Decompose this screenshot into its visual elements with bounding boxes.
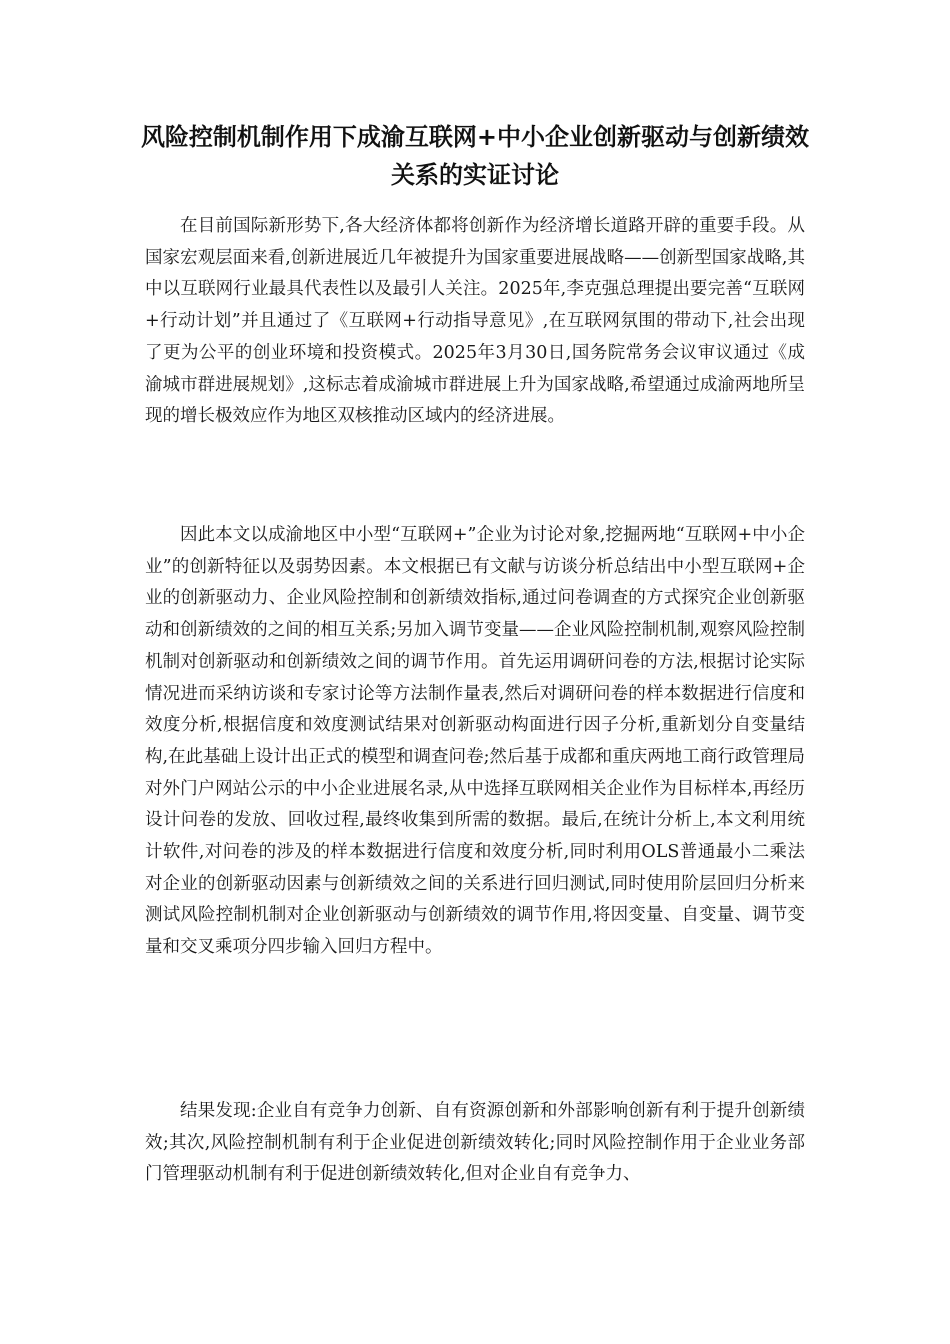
- document-title: 风险控制机制作用下成渝互联网+中小企业创新驱动与创新绩效关系的实证讨论: [140, 123, 810, 189]
- body-paragraph-2: 因此本文以成渝地区中小型“互联网+”企业为讨论对象,挖掘两地“互联网+中小企业”的创新特征以及弱势因素。本文根据已有文献与访谈分析总结出中小型互联网+企业的创新驱动力、企业风险控制和创新绩效指标,通过问卷调查的方式探究企业创新驱动和创新绩效的之间的相互关系;另加入调节变量——企业风险控制机制,观察风险控制机制对创新驱动和创新绩效之间的调节作用。首先运用调研问卷的方法,根据讨论实际情况进而采纳访谈和专家讨论等方法制作量表,然后对调研问卷的样本数据进行信度和效度分析,根据信度和效度测试结果对创新驱动构面进行因子分析,重新划分自变量结构,在此基础上设计出正式的模型和调查问卷;然后基于成都和重庆两地工商行政管理局对外门户网站公示的中小企业进展名录,从中选择互联网相关企业作为目标样本,再经历设计问卷的发放、回收过程,最终收集到所需的数据。最后,在统计分析上,本文利用统计软件,对问卷的涉及的样本数据进行信度和效度分析,同时利用OLS普通最小二乘法对企业的创新驱动因素与创新绩效之间的关系进行回归测试,同时使用阶层回归分析来测试风险控制机制对企业创新驱动与创新绩效的调节作用,将因变量、自变量、调节变量和交叉乘项分四步输入回归方程中。: [145, 525, 805, 958]
- body-paragraph-3: 结果发现:企业自有竞争力创新、自有资源创新和外部影响创新有利于提升创新绩效;其次,风险控制机制有利于企业促进创新绩效转化;同时风险控制作用于企业业务部门管理驱动机制有利于促进创新绩效转化,但对企业自有竞争力、: [145, 1101, 805, 1185]
- body-paragraph-1: 在目前国际新形势下,各大经济体都将创新作为经济增长道路开辟的重要手段。从国家宏观层面来看,创新进展近几年被提升为国家重要进展战略——创新型国家战略,其中以互联网行业最具代表性以及最引人关注。2025年,李克强总理提出要完善“互联网+行动计划”并且通过了《互联网+行动指导意见》,在互联网氛围的带动下,社会出现了更为公平的创业环境和投资模式。2025年3月30日,国务院常务会议审议通过《成渝城市群进展规划》,这标志着成渝城市群进展上升为国家战略,希望通过成渝两地所呈现的增长极效应作为地区双核推动区域内的经济进展。: [145, 216, 805, 427]
